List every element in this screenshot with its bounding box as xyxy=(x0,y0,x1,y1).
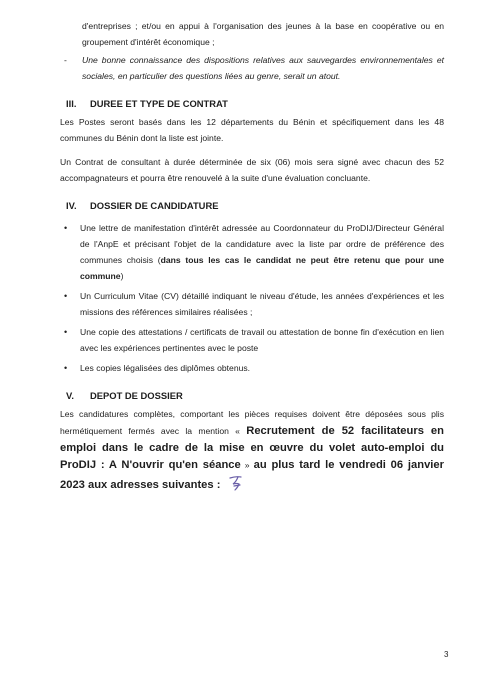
paragraph-emphasis-deadline: au plus tard le vendredi 06 janvier 2023 aux adresses suivantes : xyxy=(60,459,444,491)
section-heading-dossier xyxy=(60,198,444,214)
section5-paragraph xyxy=(60,406,444,498)
section3-paragraph-1: Les Postes seront basés dans les 12 départements du Bénin et spécifiquement dans les 48 communes du Bénin dont la liste est jointe. xyxy=(60,117,444,143)
paragraph-text: Les candidatures complètes, comportant les pièces requises doivent être déposées sous plis hermétiquement fermés avec la mention « xyxy=(60,409,444,436)
paragraph-emphasis-mention: Recrutement de 52 facilitateurs en emploi dans le cadre de la mise en œuvre du volet auto-emploi du ProDIJ : A N'ouvrir qu'en séance xyxy=(60,425,444,471)
list-item xyxy=(60,288,444,320)
list-item-text: Une lettre de manifestation d'intérêt adressée au Coordonnateur du ProDIJ/Directeur Général de l'AnpE et précisant l'objet de la candidature avec la liste par ordre de préférence des communes choisis ( xyxy=(80,223,444,265)
section-number: V. xyxy=(66,390,74,401)
dash-list-item xyxy=(60,52,444,84)
list-item xyxy=(60,220,444,284)
continuation-text: d'entreprises ; et/ou en appui à l'organisation des jeunes à la base en coopérative ou en groupement d'intérêt économique ; xyxy=(82,21,444,47)
list-item-text: Un Curriculum Vitae (CV) détaillé indiquant le niveau d'étude, les années d'expériences et les missions des références similaires réalisées ; xyxy=(80,291,444,317)
list-item-emphasis: dans tous les cas le candidat ne peut être retenu que pour une commune xyxy=(80,255,445,281)
section-number: III. xyxy=(66,98,77,109)
section3-paragraph-2: Un Contrat de consultant à durée déterminée de six (06) mois sera signé avec chacun des 52 accompagnateurs et pourra être renouvelé à la suite d'une évaluation concluante. xyxy=(60,157,444,183)
initials-signature-icon xyxy=(226,474,246,498)
paragraph-text-mid: » xyxy=(240,460,254,470)
list-item xyxy=(60,324,444,356)
page-number: 3 xyxy=(444,650,449,659)
list-item-text: Les copies légalisées des diplômes obtenus. xyxy=(80,363,251,373)
dash-item-text: Une bonne connaissance des dispositions relatives aux sauvegardes environnementales et sociales, en particulier des questions liées au genre, serait un atout. xyxy=(82,55,444,81)
section-heading-depot xyxy=(60,388,444,404)
list-item xyxy=(60,360,444,376)
page-content xyxy=(60,18,444,498)
dash-marker: - xyxy=(64,55,67,65)
bullet-icon: • xyxy=(64,363,68,373)
bullet-icon: • xyxy=(64,327,68,337)
bullet-icon: • xyxy=(64,223,68,233)
candidature-list xyxy=(60,220,444,376)
bullet-icon: • xyxy=(64,291,68,301)
section-title: DUREE ET TYPE DE CONTRAT xyxy=(90,98,228,109)
section-title: DOSSIER DE CANDIDATURE xyxy=(90,200,219,211)
list-item-text: Une copie des attestations / certificats de travail ou attestation de bonne fin d'exécution en lien avec les expériences pertinentes avec le poste xyxy=(80,327,444,353)
list-item-end: ) xyxy=(120,271,124,281)
section-title: DEPOT DE DOSSIER xyxy=(90,390,183,401)
section-number: IV. xyxy=(66,200,77,211)
section-heading-duree xyxy=(60,96,444,112)
